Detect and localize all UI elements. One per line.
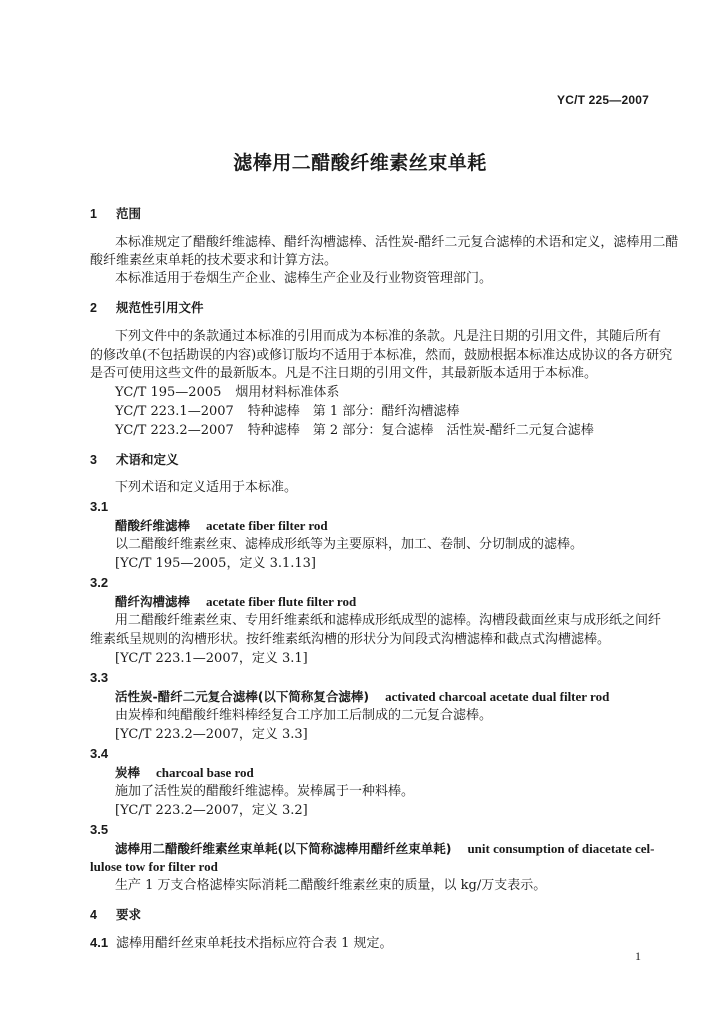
term-english: acetate fiber flute filter rod bbox=[206, 594, 357, 609]
reference-item bbox=[115, 404, 459, 420]
term-english: lulose tow for filter rod bbox=[90, 859, 218, 874]
section-title: 范围 bbox=[116, 206, 142, 221]
term-heading bbox=[115, 594, 356, 611]
term-definition: 以二醋酸纤维素丝束、滤棒成形纸等为主要原料，加工、卷制、分切制成的滤棒。 bbox=[115, 537, 584, 552]
section-number: 2 bbox=[90, 301, 97, 315]
clause-number: 3.1 bbox=[90, 499, 109, 514]
term-english: charcoal base rod bbox=[156, 765, 254, 780]
term-chinese: 醋酸纤维滤棒 bbox=[115, 518, 191, 533]
clause-number: 3.5 bbox=[90, 822, 109, 837]
section-title: 要求 bbox=[116, 907, 142, 922]
clause-number: 3.3 bbox=[90, 670, 109, 685]
term-source: [YC/T 223.2—2007，定义 3.2] bbox=[115, 803, 308, 818]
reference-title: 烟用材料标准体系 bbox=[235, 385, 340, 400]
term-definition: 施加了活性炭的醋酸纤维滤棒。炭棒属于一种料棒。 bbox=[115, 784, 415, 799]
paragraph-line: 本标准适用于卷烟生产企业、滤棒生产企业及行业物资管理部门。 bbox=[115, 271, 493, 286]
reference-item bbox=[115, 423, 594, 439]
paragraph-line: 是否可使用这些文件的最新版本。凡是不注日期的引用文件，其最新版本适用于本标准。 bbox=[90, 366, 598, 381]
clause-number: 3.2 bbox=[90, 575, 109, 590]
term-heading bbox=[115, 518, 328, 535]
term-definition: 用二醋酸纤维素丝束、专用纤维素纸和滤棒成形纸成型的滤棒。沟槽段截面丝束与成形纸之间纤 bbox=[115, 613, 662, 628]
term-english-continued bbox=[90, 859, 218, 876]
paragraph-line: 本标准规定了醋酸纤维滤棒、醋纤沟槽滤棒、活性炭-醋纤二元复合滤棒的术语和定义，滤棒用二醋 bbox=[115, 235, 679, 250]
section-number: 1 bbox=[90, 207, 97, 221]
section-2-heading bbox=[90, 300, 204, 316]
term-heading bbox=[115, 689, 609, 706]
standard-code: YC/T 225—2007 bbox=[557, 93, 649, 107]
paragraph-line: 的修改单(不包括勘误的内容)或修订版均不适用于本标准，然而，鼓励根据本标准达成协议的各方研究 bbox=[90, 348, 673, 363]
section-3-heading bbox=[90, 452, 179, 468]
page-title: 滤棒用二醋酸纤维素丝束单耗 bbox=[233, 152, 487, 174]
clause-4-1 bbox=[90, 935, 393, 952]
term-chinese: 醋纤沟槽滤棒 bbox=[115, 594, 191, 609]
section-number: 4 bbox=[90, 908, 97, 922]
term-definition: 维素纸呈规则的沟槽形状。按纤维素纸沟槽的形状分为间段式沟槽滤棒和截点式沟槽滤棒。 bbox=[90, 632, 611, 647]
reference-item bbox=[115, 385, 339, 401]
term-heading bbox=[115, 765, 254, 782]
term-chinese: 活性炭-醋纤二元复合滤棒(以下简称复合滤棒) bbox=[115, 689, 370, 704]
page-number: 1 bbox=[635, 949, 641, 963]
term-heading bbox=[115, 841, 654, 858]
paragraph-line: 下列文件中的条款通过本标准的引用而成为本标准的条款。凡是注日期的引用文件，其随后所有 bbox=[115, 329, 662, 344]
section-number: 3 bbox=[90, 453, 97, 467]
clause-number: 3.4 bbox=[90, 746, 109, 761]
reference-code: YC/T 195—2005 bbox=[115, 385, 222, 400]
section-title: 规范性引用文件 bbox=[116, 300, 204, 315]
paragraph-line: 下列术语和定义适用于本标准。 bbox=[115, 480, 298, 495]
section-4-heading bbox=[90, 907, 141, 923]
term-source: [YC/T 223.1—2007，定义 3.1] bbox=[115, 651, 308, 666]
term-english: unit consumption of diacetate cel- bbox=[467, 841, 655, 856]
clause-text: 滤棒用醋纤丝束单耗技术指标应符合表 1 规定。 bbox=[116, 936, 393, 951]
paragraph-line: 酸纤维素丝束单耗的技术要求和计算方法。 bbox=[90, 253, 338, 268]
reference-code: YC/T 223.2—2007 bbox=[115, 423, 234, 438]
term-english: activated charcoal acetate dual filter rod bbox=[385, 689, 610, 704]
reference-title: 特种滤棒 第 2 部分：复合滤棒 活性炭-醋纤二元复合滤棒 bbox=[247, 423, 594, 438]
section-1-heading bbox=[90, 206, 141, 222]
reference-title: 特种滤棒 第 1 部分：醋纤沟槽滤棒 bbox=[247, 404, 460, 419]
term-definition: 生产 1 万支合格滤棒实际消耗二醋酸纤维素丝束的质量，以 kg/万支表示。 bbox=[115, 878, 547, 893]
clause-number: 4.1 bbox=[90, 935, 109, 950]
term-chinese: 炭棒 bbox=[115, 765, 141, 780]
term-source: [YC/T 195—2005，定义 3.1.13] bbox=[115, 556, 317, 571]
section-title: 术语和定义 bbox=[116, 452, 179, 467]
term-definition: 由炭棒和纯醋酸纤维料棒经复合工序加工后制成的二元复合滤棒。 bbox=[115, 708, 493, 723]
term-source: [YC/T 223.2—2007，定义 3.3] bbox=[115, 727, 308, 742]
term-english: acetate fiber filter rod bbox=[206, 518, 328, 533]
term-chinese: 滤棒用二醋酸纤维素丝束单耗(以下简称滤棒用醋纤丝束单耗) bbox=[115, 841, 452, 856]
reference-code: YC/T 223.1—2007 bbox=[115, 404, 234, 419]
